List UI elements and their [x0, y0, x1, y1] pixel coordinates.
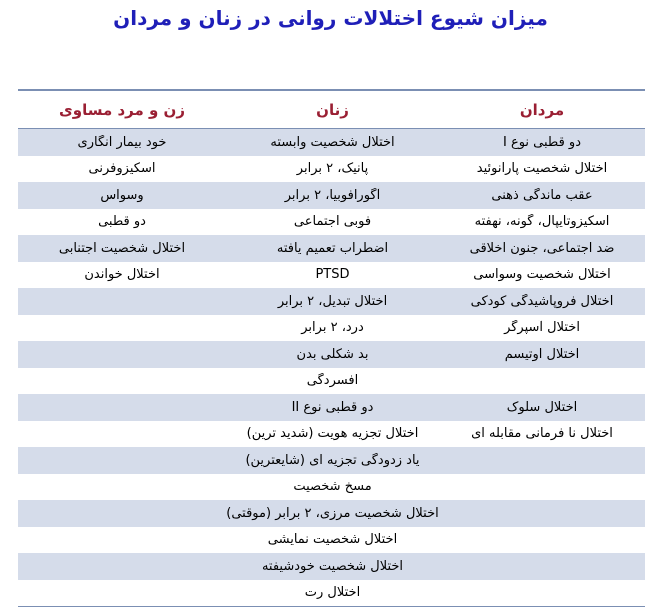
table-header-row [18, 91, 645, 128]
cell-women: اختلال رت [304, 585, 361, 601]
table-row [18, 394, 645, 421]
cell-men: اختلال شخصیت وسواسی [473, 267, 611, 283]
cell-men: اختلال فروپاشیدگی کودکی [470, 293, 614, 309]
cell-women: PTSD [315, 267, 350, 283]
header-women: زنان [316, 100, 349, 119]
cell-women: اختلال شخصیت خودشیفته [261, 558, 404, 574]
cell-both: خود بیمار انگاری [77, 134, 167, 150]
cell-both: اختلال خواندن [84, 267, 160, 283]
header-both: زن و مرد مساوی [59, 100, 185, 119]
table-row [18, 500, 645, 527]
table-row [18, 527, 645, 554]
cell-women: آگورافوبیا، ۲ برابر [284, 187, 381, 203]
cell-women: دو قطبی نوع II [291, 399, 374, 415]
table-row [18, 182, 645, 209]
cell-women: درد، ۲ برابر [301, 320, 364, 336]
table-row [18, 288, 645, 315]
cell-women: اضطراب تعمیم یافته [276, 240, 389, 256]
cell-both: اختلال شخصیت اجتنابی [58, 240, 186, 256]
table-row [18, 447, 645, 474]
cell-women: افسردگی [306, 373, 359, 389]
cell-women: یاد زدودگی تجزیه ای (شایعترین) [245, 452, 420, 468]
cell-women: اختلال شخصیت نمایشی [267, 532, 398, 548]
cell-women: مسخ شخصیت [293, 479, 372, 495]
cell-women: اختلال تجزیه هویت (شدید ترین) [246, 426, 419, 442]
table-row [18, 553, 645, 580]
cell-women: اختلال شخصیت وابسته [270, 134, 395, 150]
table-row [18, 156, 645, 183]
cell-men: عقب ماندگی ذهنی [491, 187, 593, 203]
table-row [18, 341, 645, 368]
table-row [18, 474, 645, 501]
table-row [18, 315, 645, 342]
page-title: میزان شیوع اختلالات روانی در زنان و مردان [113, 6, 548, 30]
cell-men: دو قطبی نوع I [502, 134, 582, 150]
cell-men: اسکیزوتایپال، گونه، نهفته [474, 214, 610, 230]
cell-men: اختلال نا فرمانی مقابله ای [471, 426, 613, 442]
table-row [18, 209, 645, 236]
table-row [18, 368, 645, 395]
cell-both: اسکیزوفرنی [88, 161, 156, 177]
cell-both: وسواس [100, 187, 144, 203]
table-row [18, 580, 645, 607]
cell-both: دو قطبی [98, 214, 146, 230]
cell-women: اختلال شخصیت مرزی، ۲ برابر (موقتی) [226, 505, 439, 521]
cell-men: ضد اجتماعی، جنون اخلاقی [469, 240, 615, 256]
table-row [18, 129, 645, 156]
table-row [18, 421, 645, 448]
cell-women: بد شکلی بدن [296, 346, 369, 362]
cell-men: اختلال سلوک [506, 399, 578, 415]
cell-women: فوبی اجتماعی [293, 214, 372, 230]
header-men: مردان [519, 100, 565, 119]
table-row [18, 235, 645, 262]
table-row [18, 262, 645, 289]
prevalence-table [18, 89, 645, 607]
cell-women: اختلال تبدیل، ۲ برابر [277, 293, 388, 309]
cell-men: اختلال اوتیسم [504, 346, 580, 362]
table-body [18, 129, 645, 606]
cell-men: اختلال شخصیت پارانوئید [476, 161, 608, 177]
cell-men: اختلال آسپرگر [504, 320, 580, 336]
cell-women: پانیک، ۲ برابر [296, 161, 369, 177]
